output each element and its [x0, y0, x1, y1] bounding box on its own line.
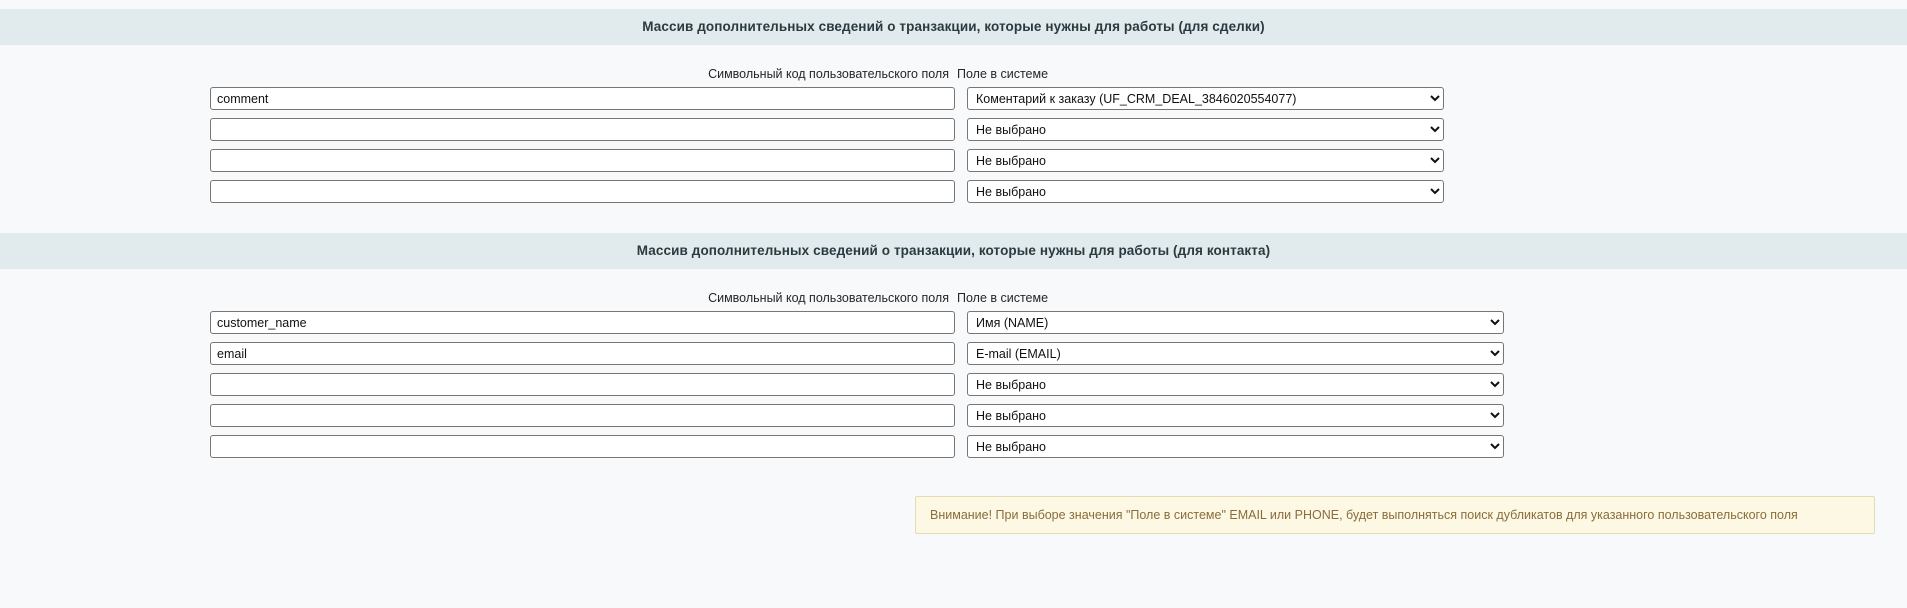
- field-select-contact-1[interactable]: [967, 311, 1504, 334]
- section-header-deal: Массив дополнительных сведений о транзакции, которые нужны для работы (для сделки): [0, 9, 1907, 45]
- table-row: [210, 118, 1907, 141]
- code-input-deal-1[interactable]: [210, 87, 955, 110]
- code-input-contact-5[interactable]: [210, 435, 955, 458]
- label-code-deal: Символьный код пользовательского поля: [708, 67, 949, 81]
- table-row: [210, 87, 1907, 110]
- label-field-deal: Поле в системе: [957, 67, 1049, 81]
- notice-container: [0, 496, 1907, 534]
- code-input-contact-3[interactable]: [210, 373, 955, 396]
- label-code-contact: Символьный код пользовательского поля: [708, 291, 949, 305]
- code-input-contact-1[interactable]: [210, 311, 955, 334]
- table-row: [210, 404, 1907, 427]
- field-select-contact-4[interactable]: [967, 404, 1504, 427]
- code-input-deal-2[interactable]: [210, 118, 955, 141]
- field-select-deal-2[interactable]: [967, 118, 1444, 141]
- table-row: [210, 342, 1907, 365]
- field-select-deal-3[interactable]: [967, 149, 1444, 172]
- table-row: [210, 435, 1907, 458]
- code-input-deal-4[interactable]: [210, 180, 955, 203]
- label-field-contact: Поле в системе: [957, 291, 1049, 305]
- column-labels-contact: [0, 269, 1907, 311]
- field-select-contact-3[interactable]: [967, 373, 1504, 396]
- field-select-contact-5[interactable]: [967, 435, 1504, 458]
- bottom-spacer: [0, 534, 1907, 574]
- rows-deal: [0, 87, 1907, 207]
- code-input-contact-2[interactable]: [210, 342, 955, 365]
- code-input-contact-4[interactable]: [210, 404, 955, 427]
- rows-contact: [0, 311, 1907, 462]
- settings-page: [0, 9, 1907, 608]
- field-select-deal-1[interactable]: [967, 87, 1444, 110]
- table-row: [210, 149, 1907, 172]
- column-labels-deal: [0, 45, 1907, 87]
- field-select-contact-2[interactable]: [967, 342, 1504, 365]
- section-header-contact: Массив дополнительных сведений о транзакции, которые нужны для работы (для контакта): [0, 233, 1907, 269]
- warning-notice: Внимание! При выборе значения "Поле в системе" EMAIL или PHONE, будет выполняться поиск дубликатов для указанного пользовательского поля: [915, 496, 1875, 534]
- field-select-deal-4[interactable]: [967, 180, 1444, 203]
- table-row: [210, 373, 1907, 396]
- table-row: [210, 311, 1907, 334]
- code-input-deal-3[interactable]: [210, 149, 955, 172]
- table-row: [210, 180, 1907, 203]
